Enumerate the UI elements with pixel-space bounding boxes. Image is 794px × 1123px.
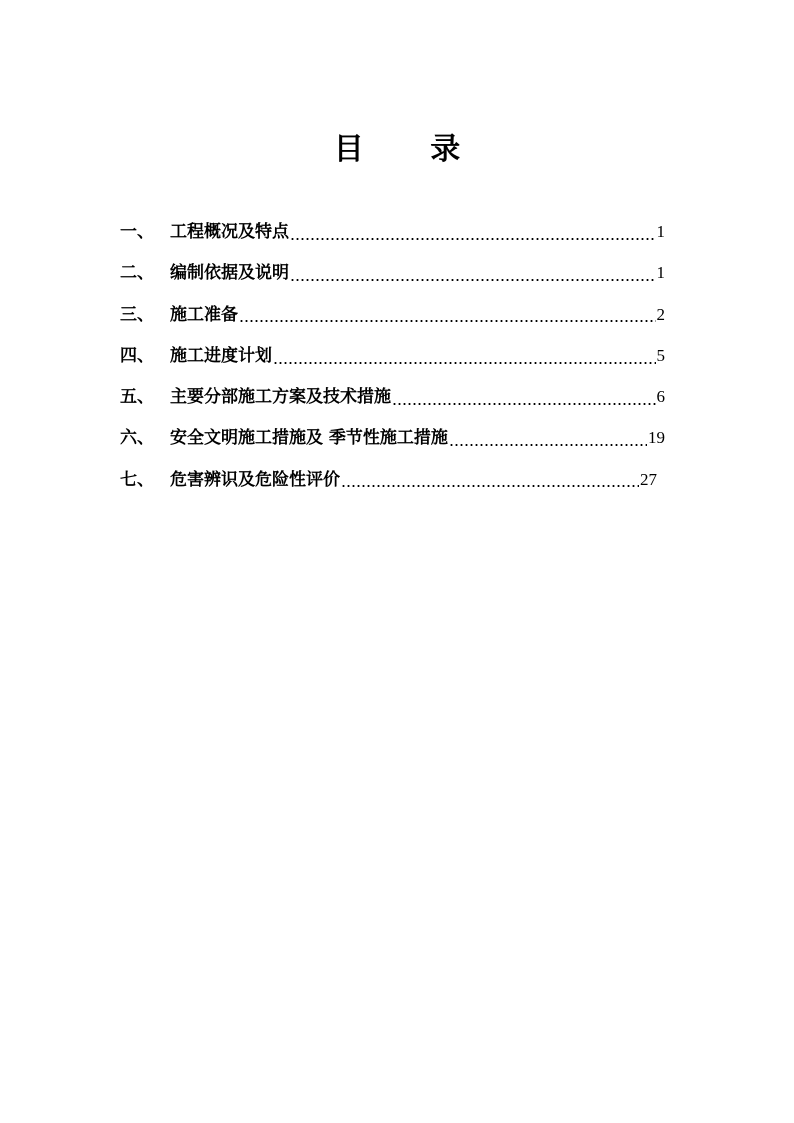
- toc-entry-title: 编制依据及说明: [170, 263, 289, 284]
- toc-entry[interactable]: [120, 340, 665, 381]
- toc-entry[interactable]: [120, 464, 657, 505]
- toc-leader-dots: [239, 320, 656, 322]
- toc-entry-page: 27: [640, 469, 657, 489]
- toc-entry-number: 一、: [120, 222, 154, 242]
- toc-leader-dots: [273, 362, 656, 364]
- toc-entry-page: 1: [656, 222, 665, 241]
- toc-entry-number: 七、: [120, 469, 154, 490]
- toc-leader-dots: [341, 485, 639, 487]
- toc-leader-dots: [290, 279, 656, 281]
- toc-entry-number: 四、: [120, 345, 154, 366]
- toc-entry-title: 安全文明施工措施及 季节性施工措施: [170, 428, 448, 449]
- toc-entry-page: 5: [656, 345, 665, 365]
- toc-leader-dots: [392, 403, 656, 405]
- toc-entry-page: 6: [656, 387, 665, 407]
- toc-entry[interactable]: [120, 422, 665, 463]
- toc-entry-title: 危害辨识及危险性评价: [170, 469, 340, 490]
- toc-entry-title: 施工进度计划: [170, 345, 272, 366]
- toc-entry[interactable]: [120, 216, 665, 257]
- toc-entry[interactable]: [120, 381, 665, 422]
- toc-entry-page: 19: [648, 428, 665, 448]
- toc-entry-number: 六、: [120, 428, 154, 449]
- toc-entry-title: 施工准备: [170, 304, 238, 325]
- toc-entry[interactable]: [120, 299, 665, 340]
- toc-entry-number: 五、: [120, 387, 154, 408]
- toc-leader-dots: [290, 238, 656, 240]
- toc-entry-number: 二、: [120, 263, 154, 284]
- toc-list: [120, 216, 665, 505]
- toc-entry-title: 主要分部施工方案及技术措施: [170, 387, 391, 408]
- toc-entry-page: 2: [656, 304, 665, 324]
- toc-entry-page: 1: [656, 263, 665, 283]
- toc-leader-dots: [449, 444, 647, 446]
- toc-entry[interactable]: [120, 257, 665, 298]
- toc-title: 目 录: [333, 132, 489, 167]
- toc-entry-number: 三、: [120, 304, 154, 325]
- toc-entry-title: 工程概况及特点: [170, 222, 289, 242]
